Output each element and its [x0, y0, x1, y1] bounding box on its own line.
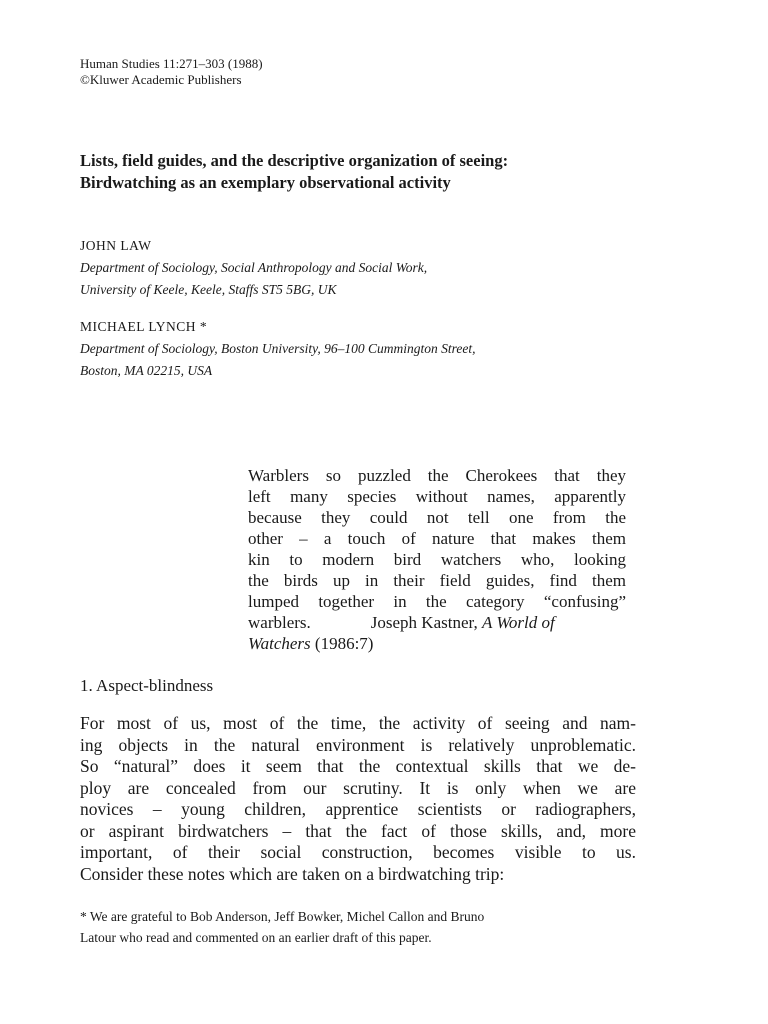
paragraph-line: novices – young children, apprentice scientists or radiographers,	[80, 799, 636, 819]
paragraph-line: For most of us, most of the time, the activity of seeing and nam-	[80, 713, 636, 733]
footnote-line-2: Latour who read and commented on an earlier draft of this paper.	[80, 930, 432, 945]
paragraph-line: important, of their social construction, becomes visible to us.	[80, 842, 636, 862]
article-title-line-1: Lists, field guides, and the descriptive organization of seeing:	[80, 151, 509, 170]
paragraph-line: or aspirant birdwatchers – that the fact of those skills, and, more	[80, 820, 636, 841]
epigraph	[248, 465, 626, 654]
epigraph-attribution-title: A World of	[482, 613, 555, 632]
epigraph-attribution-year: (1986:7)	[314, 634, 374, 653]
epigraph-line: kin to modern bird watchers who, looking	[248, 550, 626, 569]
journal-publisher: ©Kluwer Academic Publishers	[80, 72, 242, 87]
epigraph-attribution-line	[248, 633, 626, 654]
epigraph-attribution-line	[248, 612, 626, 633]
footnote	[80, 906, 636, 948]
epigraph-last-words: warblers.	[248, 613, 311, 632]
epigraph-line: other – a touch of nature that makes them	[248, 529, 626, 548]
epigraph-line: because they could not tell one from the	[248, 508, 626, 527]
epigraph-line: left many species without names, apparently	[248, 487, 626, 506]
author-affiliation-line-1: Department of Sociology, Boston University, 96–100 Cummington Street,	[80, 341, 476, 356]
author-name: JOHN LAW	[80, 238, 152, 253]
epigraph-attribution-author: Joseph Kastner,	[370, 613, 478, 632]
author-affiliation-line-2: University of Keele, Keele, Staffs ST5 5BG, UK	[80, 282, 337, 297]
journal-citation: Human Studies 11:271–303 (1988)	[80, 56, 263, 71]
epigraph-line: the birds up in their field guides, find them	[248, 571, 626, 590]
author-affiliation-line-2: Boston, MA 02215, USA	[80, 363, 213, 378]
article-title-line-2: Birdwatching as an exemplary observational activity	[80, 173, 451, 192]
author-affiliation-line-1: Department of Sociology, Social Anthropology and Social Work,	[80, 260, 428, 275]
journal-header	[80, 56, 263, 88]
footnote-line-1: * We are grateful to Bob Anderson, Jeff Bowker, Michel Callon and Bruno	[80, 909, 485, 924]
paragraph-line: ploy are concealed from our scrutiny. It is only when we are	[80, 777, 636, 798]
author-block-lynch	[80, 316, 475, 382]
paragraph-line: ing objects in the natural environment is relatively unproblematic.	[80, 734, 636, 755]
paragraph-line: So “natural” does it seem that the contextual skills that we de-	[80, 756, 636, 776]
epigraph-line: lumped together in the category “confusing”	[248, 592, 626, 611]
epigraph-line: Warblers so puzzled the Cherokees that they	[248, 466, 626, 485]
paragraph-line: Consider these notes which are taken on a birdwatching trip:	[80, 863, 505, 884]
author-block-law	[80, 235, 427, 301]
body-paragraph	[80, 713, 636, 885]
epigraph-attribution-title: Watchers	[248, 634, 311, 653]
article-title	[80, 150, 700, 194]
section-heading: 1. Aspect-blindness	[80, 676, 214, 695]
author-name: MICHAEL LYNCH *	[80, 319, 208, 334]
